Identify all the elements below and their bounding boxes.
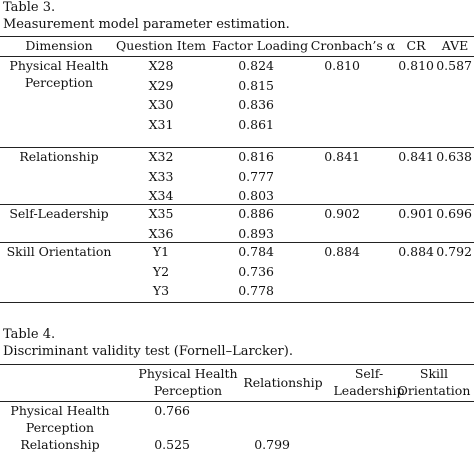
table3-loading-cell: 0.886 [238,206,274,221]
table3-top-rule [0,36,474,37]
table3-dimension-label: Self-Leadership [9,206,109,221]
table3-item-cell: Y3 [152,283,170,298]
table3-header-cell: Question Item [116,38,206,53]
table3-item-cell: Y2 [152,263,170,279]
table3-ave-cell: 0.696 [436,206,472,221]
table4-value-cell: 0.799 [254,437,290,452]
table3-header-cell: CR [406,38,426,53]
table4-header-cell: Physical Health [138,366,238,381]
table3-loading-cell: 0.836 [238,97,274,112]
table3-group-rule [0,147,474,148]
table4-header-cell: Orientation [397,383,471,398]
table4-header-cell: Relationship [243,375,323,390]
table3-ave-cell: 0.587 [436,58,472,73]
table4-header-cell: Skill [419,366,449,381]
table3-header-cell: AVE [441,38,469,53]
table4-header-cell: Self- [354,366,384,381]
table3-ave-cell: 0.792 [436,244,472,259]
table4-row-label: Relationship [20,437,100,452]
table3-loading-cell: 0.778 [238,283,274,298]
table3-item-cell: X33 [148,168,174,184]
table3-alpha-cell: 0.884 [324,244,360,259]
table3-item-cell: X35 [148,206,174,221]
table3-cr-cell: 0.901 [398,206,434,221]
table4-row-label: Perception [25,420,95,435]
table3-dimension-label: Physical Health [9,58,109,73]
table3-cr-cell: 0.841 [398,149,434,164]
table4-row-label: Physical Health [10,403,110,418]
table3-ave-cell: 0.638 [436,149,472,164]
table4-caption: Discriminant validity test (Fornell–Larcker). [3,344,293,359]
table3-label: Table 3. [3,0,56,15]
table4-value-cell: 0.525 [154,437,190,452]
table3-header-rule [0,56,474,57]
table3-alpha-cell: 0.841 [324,149,360,164]
table4-header-rule [0,401,474,402]
table3-loading-cell: 0.803 [238,188,274,203]
table3-dimension-label: Skill Orientation [6,244,112,259]
table3-loading-cell: 0.816 [238,149,274,164]
table3-item-cell: X36 [148,225,174,241]
table3-bottom-rule [0,302,474,303]
table3-dimension-label: Perception [24,75,94,90]
table3-item-cell: X34 [148,188,174,203]
table4-value-cell: 0.766 [154,403,190,418]
table3-cr-cell: 0.810 [398,58,434,73]
table3-header-cell: Cronbach’s α [310,38,396,53]
table3-group-rule [0,204,474,205]
table3-header-cell: Dimension [25,38,93,53]
table3-loading-cell: 0.784 [238,244,274,259]
table3-loading-cell: 0.861 [238,116,274,132]
table3-loading-cell: 0.777 [238,168,274,184]
table3-header-cell: Factor Loading [212,38,309,53]
table3-dimension-label: Relationship [19,149,99,164]
table3-loading-cell: 0.824 [238,58,274,73]
table3-cr-cell: 0.884 [398,244,434,259]
table4-label: Table 4. [3,327,56,342]
table3-item-cell: X29 [148,77,174,93]
table3-item-cell: Y1 [152,244,170,259]
table3-alpha-cell: 0.902 [324,206,360,221]
table3-group-rule [0,242,474,243]
table3-caption: Measurement model parameter estimation. [3,17,290,32]
table3-loading-cell: 0.893 [238,225,274,241]
table3-loading-cell: 0.736 [238,263,274,279]
table3-item-cell: X31 [148,116,174,132]
table3-item-cell: X32 [148,149,174,164]
table3-item-cell: X28 [148,58,174,73]
table3-loading-cell: 0.815 [238,77,274,93]
table4-top-rule [0,364,474,365]
table3-item-cell: X30 [148,97,174,112]
table3-alpha-cell: 0.810 [324,58,360,73]
table4-header-cell: Leadership [333,383,405,398]
table4-header-cell: Perception [153,383,223,398]
